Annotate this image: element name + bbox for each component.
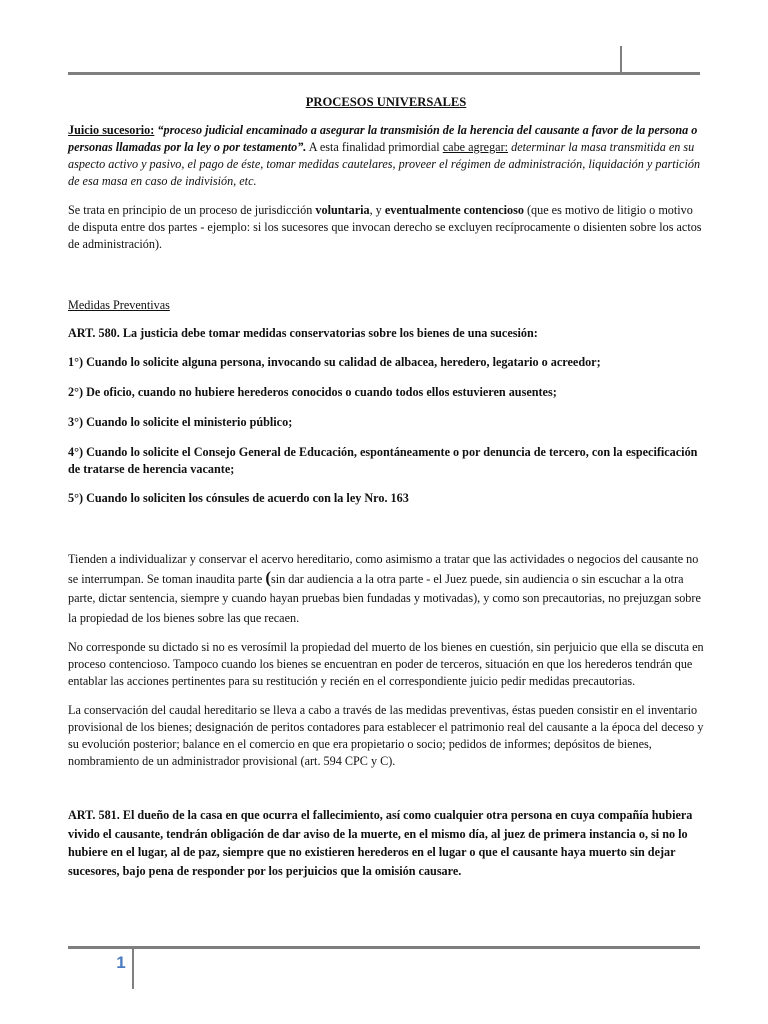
nature-voluntaria: voluntaria xyxy=(315,203,370,217)
commentary-text-b: sin dar audiencia a la otra parte - el Juez puede, sin audiencia o sin escuchar a la otra parte, dictar sentencia, siempre y cuando hayan pruebas bien fundadas y motivadas), y como son precautorias, no prejuzgan sobre la propiedad de los bienes sobre las que recaen. xyxy=(68,571,701,625)
nature-paragraph xyxy=(68,202,704,253)
nature-text-1: Se trata en principio de un proceso de jurisdicción xyxy=(68,203,316,217)
intro-mid: A esta finalidad primordial xyxy=(306,140,443,154)
art580-item: 1°) Cuando lo solicite alguna persona, invocando su calidad de albacea, heredero, legatario o acreedor; xyxy=(68,355,601,369)
nature-text-2: , y xyxy=(369,203,385,217)
art580-item: 5°) Cuando lo soliciten los cónsules de acuerdo con la ley Nro. 163 xyxy=(68,491,409,505)
page-number: 1 xyxy=(116,953,126,972)
document-body xyxy=(68,94,704,880)
art580-item: 4°) Cuando lo solicite el Consejo General de Educación, espontáneamente o por denuncia de tercero, con la especificación de tratarse de herencia vacante; xyxy=(68,445,698,476)
intro-paragraph xyxy=(68,122,704,190)
art580-heading: ART. 580. La justicia debe tomar medidas conservatorias sobre los bienes de una sucesión: xyxy=(68,326,538,340)
footer-divider-tick xyxy=(132,949,134,989)
header-rule xyxy=(68,72,700,75)
commentary-paren: ( xyxy=(265,567,271,587)
nature-text-3: (que es motivo de litigio o motivo de disputa entre dos partes - ejemplo: si los sucesores que invocan derecho se excluyen recíprocamente o disienten sobre los actos de administración). xyxy=(68,203,702,251)
commentary-paragraph-3: La conservación del caudal hereditario se lleva a cabo a través de las medidas preventivas, éstas pueden consistir en el inventario provisional de los bienes; designación de peritos contadores para establecer el patrimonio real del causante a la época del deceso y su evolución posterior; balance en el comercio en que era propietario o socio; pedidos de informes; depósitos de bienes, nombramiento de un administrador provisional (art. 594 CPC y C). xyxy=(68,703,704,768)
commentary-paragraph-1 xyxy=(68,550,704,628)
art580-item: 3°) Cuando lo solicite el ministerio público; xyxy=(68,415,293,429)
section-heading: Medidas Preventivas xyxy=(68,298,170,312)
intro-label: Juicio sucesorio: xyxy=(68,123,155,137)
intro-quote: “proceso judicial encaminado a asegurar la transmisión de la herencia del causante a favor de la persona o personas llamadas por la ley o por testamento”. xyxy=(68,123,698,154)
intro-underlined: cabe agregar: xyxy=(442,140,509,154)
art580-item: 2°) De oficio, cuando no hubiere herederos conocidos o cuando todos ellos estuvieren ausentes; xyxy=(68,385,557,399)
footer-rule xyxy=(68,946,700,949)
header-divider-tick xyxy=(620,46,622,73)
page-title: PROCESOS UNIVERSALES xyxy=(305,95,467,109)
commentary-text-a: Tienden a individualizar y conservar el acervo hereditario, como asimismo a tratar que las actividades o negocios del causante no se interrumpan. Se toman inaudita parte xyxy=(68,552,699,586)
intro-tail: determinar la masa transmitida en su aspecto activo y pasivo, el pago de éste, tomar medidas cautelares, proveer el régimen de administración, liquidación y partición de esa masa en caso de indivisión, etc. xyxy=(68,140,701,188)
nature-contencioso: eventualmente contencioso xyxy=(384,203,524,217)
commentary-paragraph-2: No corresponde su dictado si no es verosímil la propiedad del muerto de los bienes en cuestión, sin perjuicio que ella se discuta en proceso contencioso. Tampoco cuando los bienes se encuentran en poder de terceros, situación en que los herederos tendrán que entablar las acciones pertinentes para su restitución y recién en el correspondiente juicio pedir medidas precautorias. xyxy=(68,640,704,688)
art581-paragraph: ART. 581. El dueño de la casa en que ocurra el fallecimiento, así como cualquier otra persona en cuya compañía hubiera vivido el causante, tendrán obligación de dar aviso de la muerte, en el mismo día, al juez de primera instancia o, si no lo hubiere en el lugar, al de paz, siempre que no existieren herederos en el lugar o que el causante haya muerto sin dejar sucesores, bajo pena de responder por los perjuicios que la omisión causare. xyxy=(68,808,693,878)
